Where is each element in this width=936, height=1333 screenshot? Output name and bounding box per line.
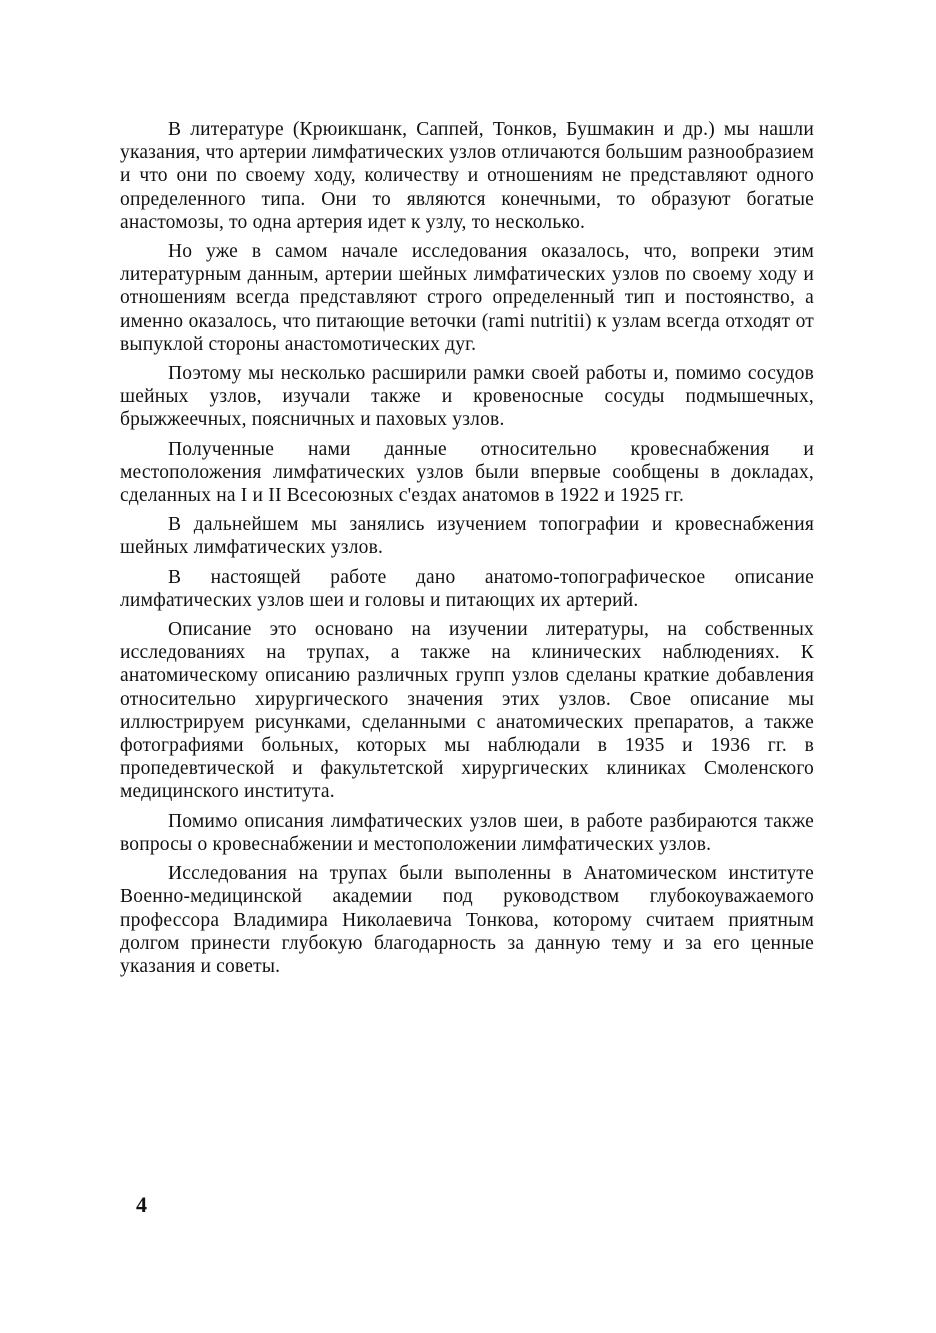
page-body [120, 118, 814, 984]
paragraph-congress-reports: Полученные нами данные относительно кровеснабжения и местоположения лимфатических узлов были впервые сообщены в докладах, сделанных на I и II Всесоюзных с'ездах анатомов в 1922 и 1925 гг. [120, 438, 814, 507]
paragraph-description-basis: Описание это основано на изучении литературы, на собственных исследованиях на трупах, а также на клинических наблюдениях. К анатомическому описанию различных групп узлов сделаны краткие добавления относительно хирургического значения этих узлов. Свое описание мы иллюстрируем рисунками, сделанными с анатомических препаратов, а также фотографиями больных, которых мы наблюдали в 1935 и 1936 гг. в пропедевтической и факультетской хирургических клиниках Смоленского медицинского института. [120, 619, 814, 803]
paragraph-research-findings: Но уже в самом начале исследования оказалось, что, вопреки этим литературным данным, артерии шейных лимфатических узлов по своему ходу и отношениям всегда представляют строго определенный тип и постоянство, а именно оказалось, что питающие веточки (rami nutritii) к узлам всегда отходят от выпуклой стороны анастомотических дуг. [120, 241, 814, 355]
paragraph-additional-questions: Помимо описания лимфатических узлов шеи, в работе разбираются также вопросы о кровеснабжении и местоположении лимфатических узлов. [120, 810, 814, 855]
page-number: 4 [136, 1192, 147, 1217]
paragraph-present-work: В настоящей работе дано анатомо-топографическое описание лимфатических узлов шеи и головы и питающих их артерий. [120, 566, 814, 611]
paragraph-scope-expansion: Поэтому мы несколько расширили рамки своей работы и, помимо сосудов шейных узлов, изучали также и кровеносные сосуды подмышечных, брыжжеечных, поясничных и паховых узлов. [120, 363, 814, 431]
paragraph-acknowledgements: Исследования на трупах были выполенны в Анатомическом институте Военно-медицинской академии под руководством глубокоуважаемого профессора Владимира Николаевича Тонкова, которому считаем приятным долгом принести глубокую благодарность за данную тему и за его ценные указания и советы. [120, 863, 814, 977]
paragraph-literature-review: В литературе (Крюикшанк, Саппей, Тонков, Бушмакин и др.) мы нашли указания, что артерии лимфатических узлов отличаются большим разнообразием и что они по своему ходу, количеству и отношениям не представляют одного определенного типа. Они то являются конечными, то образуют богатые анастомозы, то одна артерия идет к узлу, то несколько. [120, 119, 814, 233]
paragraph-further-study: В дальнейшем мы занялись изучением топографии и кровеснабжения шейных лимфатических узлов. [120, 514, 814, 559]
